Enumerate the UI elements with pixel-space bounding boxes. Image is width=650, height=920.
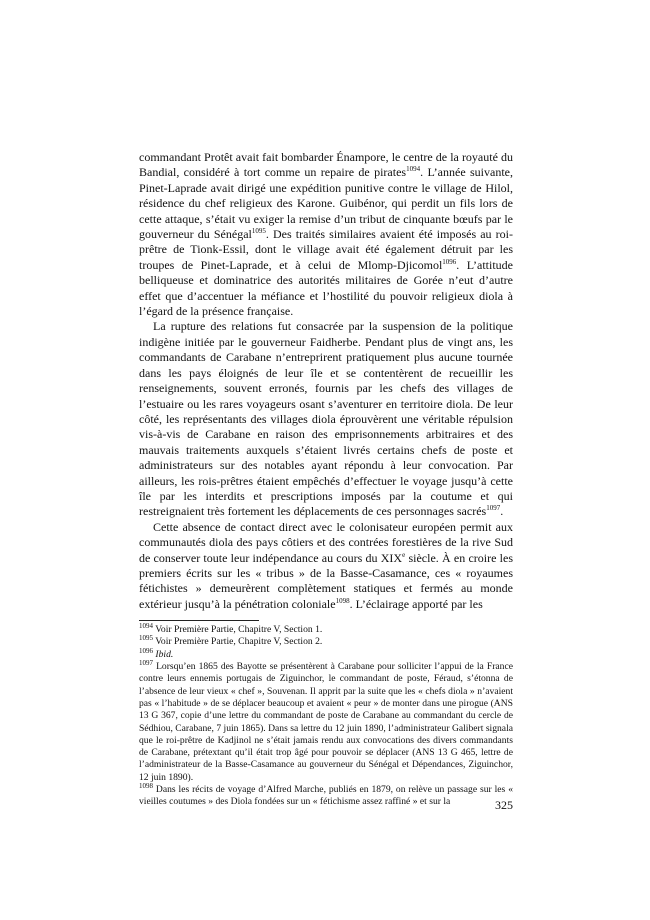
footnote-ref: e bbox=[402, 550, 406, 559]
text-run: Lorsqu’en 1865 des Bayotte se présentèrent à Carabane pour solliciter l’appui de la France contre leurs ennemis portugais de Ziguinchor, le commandant de poste, Féraud, s’étonna de l’absence de leur vieux « chef », Souvenan. Il apprit par la suite que les « chefs diola » n’avaient pas « l’habitude » de se déplacer beaucoup et avaient « peur » de monter dans une pirogue (ANS 13 G 367, copie d’une lettre du commandant de poste de Carabane au commandant du cercle de Sédhiou, Carabane, 7 juin 1865). Dans sa lettre du 12 juin 1890, l’administrateur Galibert signala que le roi-prêtre de Kadjinol ne s’était jamais rendu aux convocations des divers commandants de Carabane, prétextant qu’il était trop âgé pour pouvoir se déplacer (ANS 13 G 465, lettre de l’administrateur de la Basse-Casamance au gouverneur du Sénégal et Dépendances, Ziguinchor, 12 juin 1890). bbox=[139, 661, 513, 783]
footnote-ref: 1094 bbox=[406, 165, 421, 174]
footnote bbox=[139, 624, 513, 636]
text-run: commandant Protêt avait fait bombarder Énampore, le centre de la royauté du Bandial, considéré à tort comme un repaire de pirates bbox=[139, 150, 513, 180]
footnote-ref: 1097 bbox=[486, 504, 501, 513]
page-number: 325 bbox=[495, 798, 513, 812]
footnote-number: 1098 bbox=[139, 781, 153, 790]
footnote-number: 1097 bbox=[139, 658, 153, 667]
text-run: Cette absence de contact direct avec le colonisateur européen permit aux communautés diola des pays côtiers et des contrées forestières de la rive Sud de conserver toute leur indépendance au cours du XIX bbox=[139, 519, 513, 565]
footnote-separator bbox=[139, 620, 259, 621]
main-text bbox=[139, 150, 513, 612]
footnote-ref: 1098 bbox=[335, 596, 350, 605]
paragraph bbox=[139, 319, 513, 519]
text-run: . L’attitude belliqueuse et dominatrice des autorités militaires de Gorée n’eut d’autre effet que d’accentuer la méfiance et l’hostilité du pouvoir religieux diola à l’égard de la présence française. bbox=[139, 257, 513, 319]
text-run: La rupture des relations fut consacrée par la suspension de la politique indigène initiée par le gouverneur Faidherbe. Pendant plus de vingt ans, les commandants de Carabane n’entreprirent pratiquement plus aucune tournée dans les pays éloignés de leur île et se contentèrent de recueillir les renseignements, souvent erronés, fournis par les chefs des villages de l’estuaire ou les rares voyageurs osant s’aventurer en territoire diola. De leur côté, les représentants des villages diola éprouvèrent une véritable répulsion vis-à-vis de Carabane en raison des emprisonnements arbitraires et des mauvais traitements auxquels s’étaient livrés certains chefs de poste et administrateurs sur des notables ayant répondu à leur convocation. Par ailleurs, les rois-prêtres étaient empêchés d’effectuer le voyage jusqu’à cette île par les interdits et prescriptions imposés par la coutume et qui restreignaient très fortement les déplacements de ces personnages sacrés bbox=[139, 319, 513, 519]
text-run: Dans les récits de voyage d’Alfred Marche, publiés en 1879, on relève un passage sur les « vieilles coutumes » des Diola fondées sur un « fétichisme assez raffiné » et sur la bbox=[139, 784, 513, 808]
text-run: Voir Première Partie, Chapitre V, Section 1. bbox=[153, 624, 323, 636]
text-run: siècle. À en croire les premiers écrits sur les « tribus » de la Basse-Casamance, ces « royaumes fétichistes » demeurèrent complètement statiques et fermés au monde extérieur jusqu’à la pénétration coloniale bbox=[139, 550, 514, 611]
footnote-ref: 1095 bbox=[251, 227, 266, 236]
page-body bbox=[139, 150, 513, 809]
paragraph bbox=[139, 150, 513, 319]
italic-text: Ibid. bbox=[155, 648, 174, 660]
footnote-number: 1096 bbox=[139, 646, 153, 655]
text-run: Voir Première Partie, Chapitre V, Section 2. bbox=[153, 636, 323, 648]
footnote bbox=[139, 646, 513, 661]
footnote-ref: 1096 bbox=[442, 257, 457, 266]
footnote bbox=[139, 781, 513, 809]
text-run: . L’éclairage apporté par les bbox=[349, 596, 483, 611]
text-run: . L’année suivante, Pinet-Laprade avait dirigé une expédition punitive contre le village de Hilol, résidence du chef religieux des Karone. Guibénor, qui perdit un fils lors de cette attaque, s’était vu exiger la remise d’un tribut de cinquante bœufs par le gouverneur du Sénégal bbox=[139, 165, 513, 242]
text-run: . Des traités similaires avaient été imposés au roi-prêtre de Tionk-Essil, dont le village avait été également détruit par les troupes de Pinet-Laprade, et à celui de Mlomp-Djicomol bbox=[139, 227, 513, 272]
footnotes bbox=[139, 624, 513, 808]
footnote-number: 1094 bbox=[139, 622, 153, 630]
paragraph bbox=[139, 520, 513, 612]
footnote bbox=[139, 658, 513, 784]
footnote-number: 1095 bbox=[139, 634, 153, 643]
footnote bbox=[139, 636, 513, 648]
text-run: . bbox=[500, 504, 504, 519]
